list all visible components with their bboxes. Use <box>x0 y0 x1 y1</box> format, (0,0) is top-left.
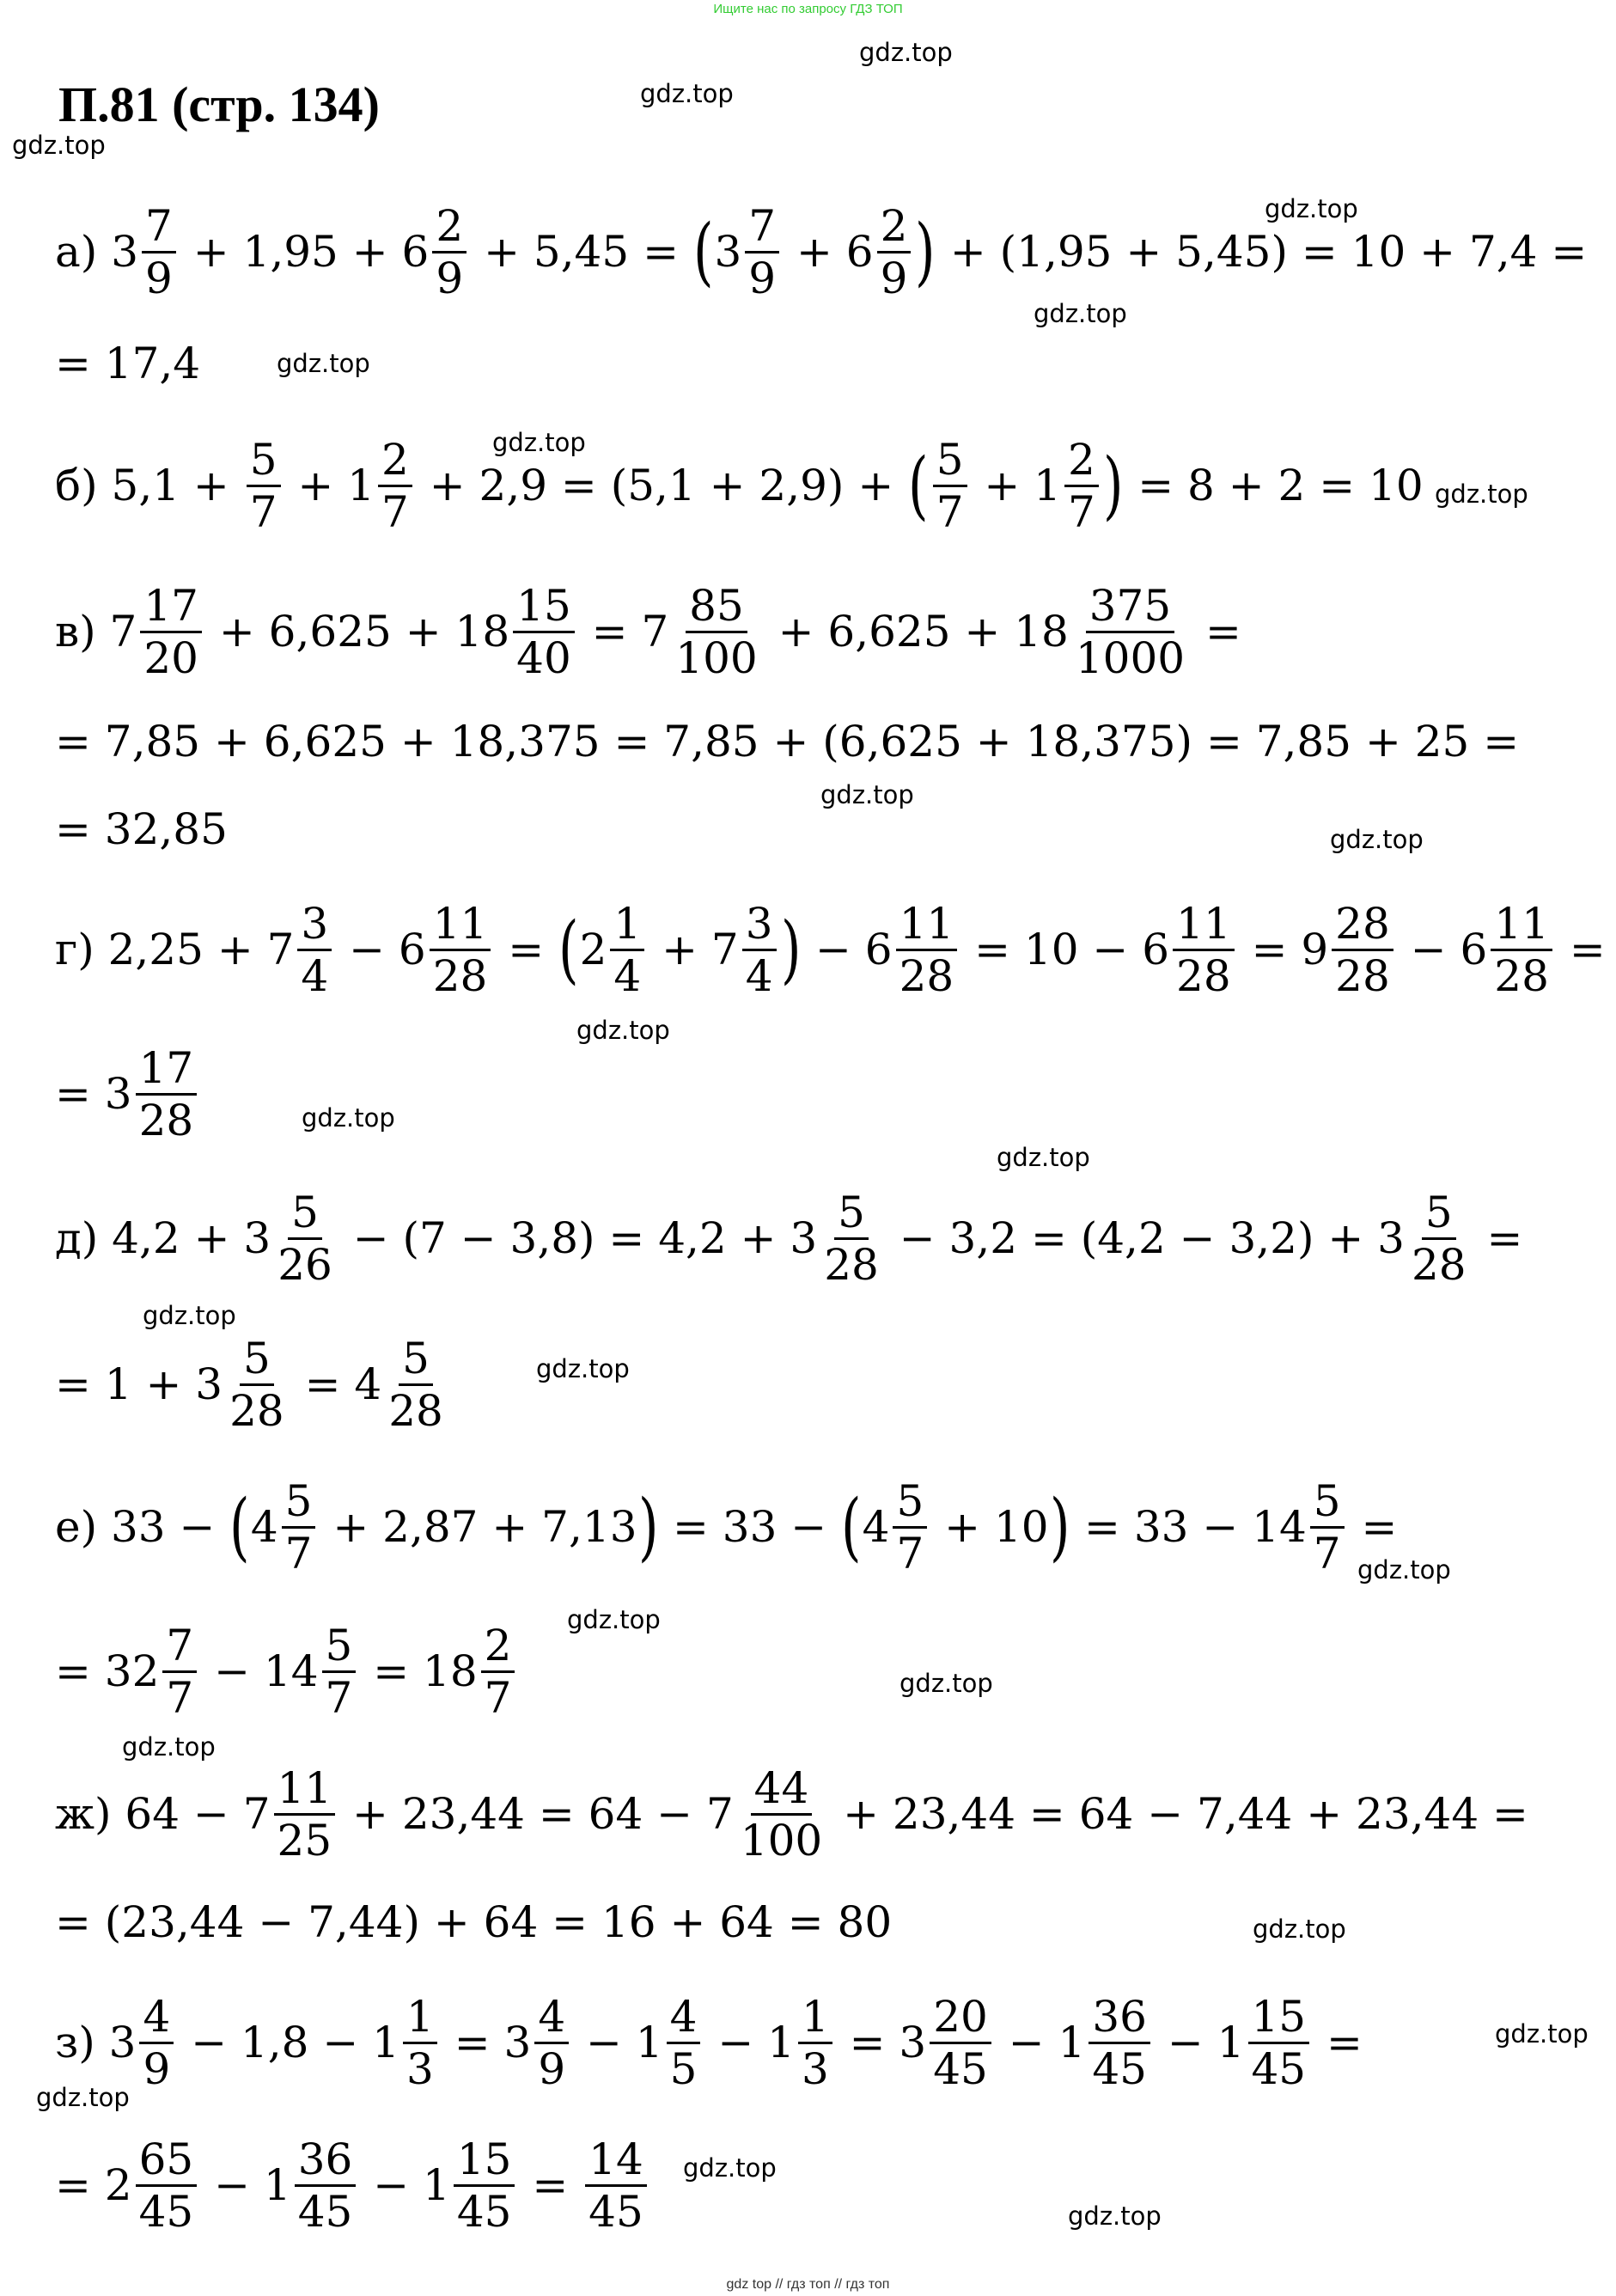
watermark: gdz.top <box>859 38 953 67</box>
watermark: gdz.top <box>1034 299 1127 328</box>
watermark: gdz.top <box>1253 1914 1346 1944</box>
watermark: gdz.top <box>1495 2019 1589 2049</box>
solution-e-line-1: е) 33 − ( 4 $\frac{5}{7}$ + 2,87 + 7,13 ) = 33 − ( 4 $\frac{5}{7}$ + 10 ) = 33 − 14 $\frac{5}{7}$ = <box>55 1475 1398 1578</box>
watermark: gdz.top <box>302 1103 395 1133</box>
page-title: П.81 (стр. 134) <box>58 76 380 132</box>
solution-d-line-1: д) 4,2 + 3 $\frac{5}{26}$ − (7 − 3,8) = 4,2 + 3 $\frac{5}{28}$ − 3,2 = (4,2 − 3,2) + 3 $\frac{5}{28}$ = <box>55 1187 1523 1290</box>
watermark: gdz.top <box>122 1732 216 1762</box>
watermark: gdz.top <box>277 349 370 378</box>
watermark: gdz.top <box>576 1016 670 1045</box>
solution-v-line-3: = 32,85 <box>55 804 228 854</box>
solution-a-line-1: а) 3 $\frac{7}{9}$ + 1,95 + 6 $\frac{2}{9}$ + 5,45 = ( 3 $\frac{7}{9}$ + 6 $\frac{2}{9}$ ) + (1,95 + 5,45) = 10 + 7,4 = <box>55 200 1588 303</box>
watermark: gdz.top <box>12 131 106 160</box>
solution-e-line-2: = 32 $\frac{7}{7}$ − 14 $\frac{5}{7}$ = 18 $\frac{2}{7}$ <box>55 1633 518 1710</box>
watermark: gdz.top <box>567 1605 661 1634</box>
solution-v-line-1: в) 7 $\frac{17}{20}$ + 6,625 + 18 $\frac{15}{40}$ = 7 $\frac{85}{100}$ + 6,625 + 18 $\frac{375}{1000}$ = <box>55 580 1241 683</box>
footer-links[interactable]: gdz top // гдз топ // гдз топ <box>726 2277 890 2292</box>
solution-a-line-2: = 17,4 <box>55 339 201 388</box>
watermark: gdz.top <box>143 1301 236 1330</box>
watermark: gdz.top <box>1435 479 1528 509</box>
solution-z-line-1: з) 3 $\frac{4}{9}$ − 1,8 − 1 $\frac{1}{3}$ = 3 $\frac{4}{9}$ − 1 $\frac{4}{5}$ − 1 $\frac{1}{3}$ = 3 $\frac{20}{45}$ − 1 $\frac{36}{45}$ − 1 $\frac{15}{45}$ = <box>55 1991 1363 2094</box>
watermark: gdz.top <box>1357 1555 1451 1585</box>
solution-zh-line-1: ж) 64 − 7 $\frac{11}{25}$ + 23,44 = 64 − 7 $\frac{44}{100}$ + 23,44 = 64 − 7,44 + 23,44 = <box>55 1762 1528 1865</box>
watermark: gdz.top <box>683 2153 777 2183</box>
watermark: gdz.top <box>899 1669 993 1698</box>
solution-zh-line-2: = (23,44 − 7,44) + 64 = 16 + 64 = 80 <box>55 1897 893 1947</box>
watermark: gdz.top <box>820 780 914 809</box>
watermark: gdz.top <box>536 1354 630 1383</box>
watermark: gdz.top <box>997 1143 1090 1172</box>
solution-g-line-2: = 3 $\frac{17}{28}$ <box>55 1055 200 1133</box>
watermark: gdz.top <box>1330 825 1424 854</box>
solution-d-line-2: = 1 + 3 $\frac{5}{28}$ = 4 $\frac{5}{28}$ <box>55 1333 443 1436</box>
watermark: gdz.top <box>640 79 734 108</box>
watermark: gdz.top <box>1265 194 1358 223</box>
watermark: gdz.top <box>492 428 586 457</box>
solution-g-line-1: г) 2,25 + 7 $\frac{3}{4}$ − 6 $\frac{11}{28}$ = ( 2 $\frac{1}{4}$ + 7 $\frac{3}{4}$ ) − 6 $\frac{11}{28}$ = 10 − 6 $\frac{11}{28}$ = 9 $\frac{28}{28}$ − 6 $\frac{11}{28}$ = <box>55 898 1606 1001</box>
solution-v-line-2: = 7,85 + 6,625 + 18,375 = 7,85 + (6,625 + 18,375) = 7,85 + 25 = <box>55 717 1520 766</box>
watermark: gdz.top <box>36 2083 130 2112</box>
search-hint-link[interactable]: Ищите нас по запросу ГДЗ ТОП <box>713 2 903 16</box>
solution-z-line-2: = 2 $\frac{65}{45}$ − 1 $\frac{36}{45}$ − 1 $\frac{15}{45}$ = $\frac{14}{45}$ <box>55 2146 650 2224</box>
watermark: gdz.top <box>1068 2201 1162 2231</box>
solution-b-line-1: б) 5,1 + $\frac{5}{7}$ + 1 $\frac{2}{7}$ + 2,9 = (5,1 + 2,9) + ( $\frac{5}{7}$ + 1 $\frac{2}{7}$ ) = 8 + 2 = 10 <box>55 434 1424 537</box>
